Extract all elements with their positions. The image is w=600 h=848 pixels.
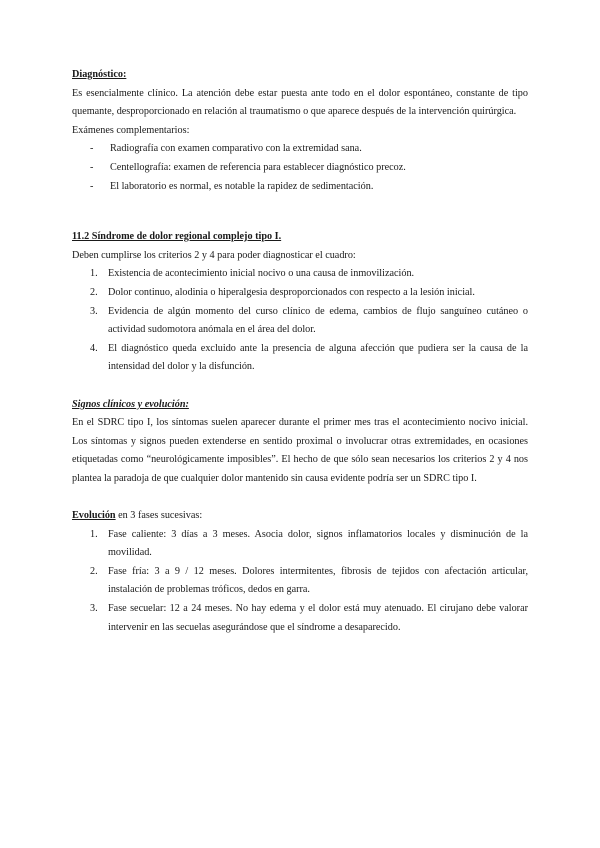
criterios-list: [72, 265, 528, 377]
diagnostico-intro: Es esencialmente clínico. La atención debe estar puesta ante todo en el dolor espontáneo, constante de tipo quemante, desproporcionado en relación al traumatismo o que aparece después de la intervención quirúrgica.: [72, 87, 528, 118]
list-item-text: Fase fría: 3 a 9 / 12 meses. Dolores intermitentes, fibrosis de tejidos con afectación articular, instalación de problemas tróficos, dedos en garra.: [108, 565, 528, 596]
fases-list: [72, 526, 528, 638]
list-item-text: Existencia de acontecimiento inicial nocivo o una causa de inmovilización.: [108, 268, 415, 280]
list-item: [72, 265, 528, 284]
list-number: 3.: [90, 603, 98, 615]
list-item: [72, 563, 528, 600]
list-item: [72, 140, 528, 159]
list-number: 3.: [90, 305, 98, 317]
dash-marker: -: [90, 161, 94, 173]
examenes-list: [72, 140, 528, 196]
evolucion-label: [72, 507, 528, 526]
list-item-text: Fase secuelar: 12 a 24 meses. No hay edema y el dolor está muy atenuado. El cirujano debe valorar intervenir en las secuelas asegurándose que el síndrome a desaparecido.: [108, 603, 528, 633]
list-number: 1.: [90, 528, 98, 540]
list-item-text: El diagnóstico queda excluido ante la presencia de alguna afección que pudiera ser la causa de la intensidad del dolor y la disfunción.: [108, 342, 528, 373]
list-item-text: El laboratorio es normal, es notable la rapidez de sedimentación.: [110, 180, 374, 192]
list-item-text: Evidencia de algún momento del curso clínico de edema, cambios de flujo sanguíneo cutáneo o actividad sudomotora anómala en el área del dolor.: [108, 305, 528, 336]
signos-heading: Signos clínicos y evolución:: [72, 398, 189, 410]
dash-marker: -: [90, 180, 94, 192]
list-number: 2.: [90, 565, 98, 577]
list-item-text: Centellografía: examen de referencia para establecer diagnóstico precoz.: [110, 161, 406, 173]
list-number: 4.: [90, 342, 98, 354]
evolucion-label-bold: Evolución: [72, 510, 116, 522]
list-item-text: Dolor continuo, alodinia o hiperalgesia desproporcionados con respecto a la lesión inicial.: [108, 286, 475, 298]
diagnostico-heading: Diagnóstico:: [72, 69, 127, 80]
list-item-text: Radiografía con examen comparativo con la extremidad sana.: [110, 143, 362, 155]
dash-marker: -: [90, 143, 94, 155]
evolucion-label-rest: en 3 fases sucesivas:: [115, 510, 203, 522]
examenes-label: Exámenes complementarios:: [72, 124, 190, 136]
sdrc-intro: Deben cumplirse los criterios 2 y 4 para poder diagnosticar el cuadro:: [72, 249, 356, 261]
list-item: [72, 340, 528, 377]
sdrc-heading: 11.2 Síndrome de dolor regional complejo tipo I.: [72, 231, 282, 243]
list-number: 2.: [90, 286, 98, 298]
signos-body: En el SDRC tipo I, los síntomas suelen aparecer durante el primer mes tras el acontecimiento nocivo inicial. Los síntomas y signos pueden extenderse en sentido proximal o involucrar otras extremidades, en ocasiones etiquetadas como “neurológicamente imposibles”. El hecho de que sólo sean necesarios los criterios 2 y 4 nos plantea la paradoja de que cualquier dolor mantenido sin causa evidente podría ser un SDRC tipo I.: [72, 417, 528, 484]
list-item: [72, 526, 528, 563]
list-item: [72, 178, 528, 197]
list-item: [72, 303, 528, 340]
list-item: [72, 159, 528, 178]
list-number: 1.: [90, 268, 98, 280]
list-item: [72, 600, 528, 637]
list-item: [72, 284, 528, 303]
document-page: [72, 66, 528, 637]
list-item-text: Fase caliente: 3 días a 3 meses. Asocia dolor, signos inflamatorios locales y disminución de la movilidad.: [108, 528, 528, 559]
